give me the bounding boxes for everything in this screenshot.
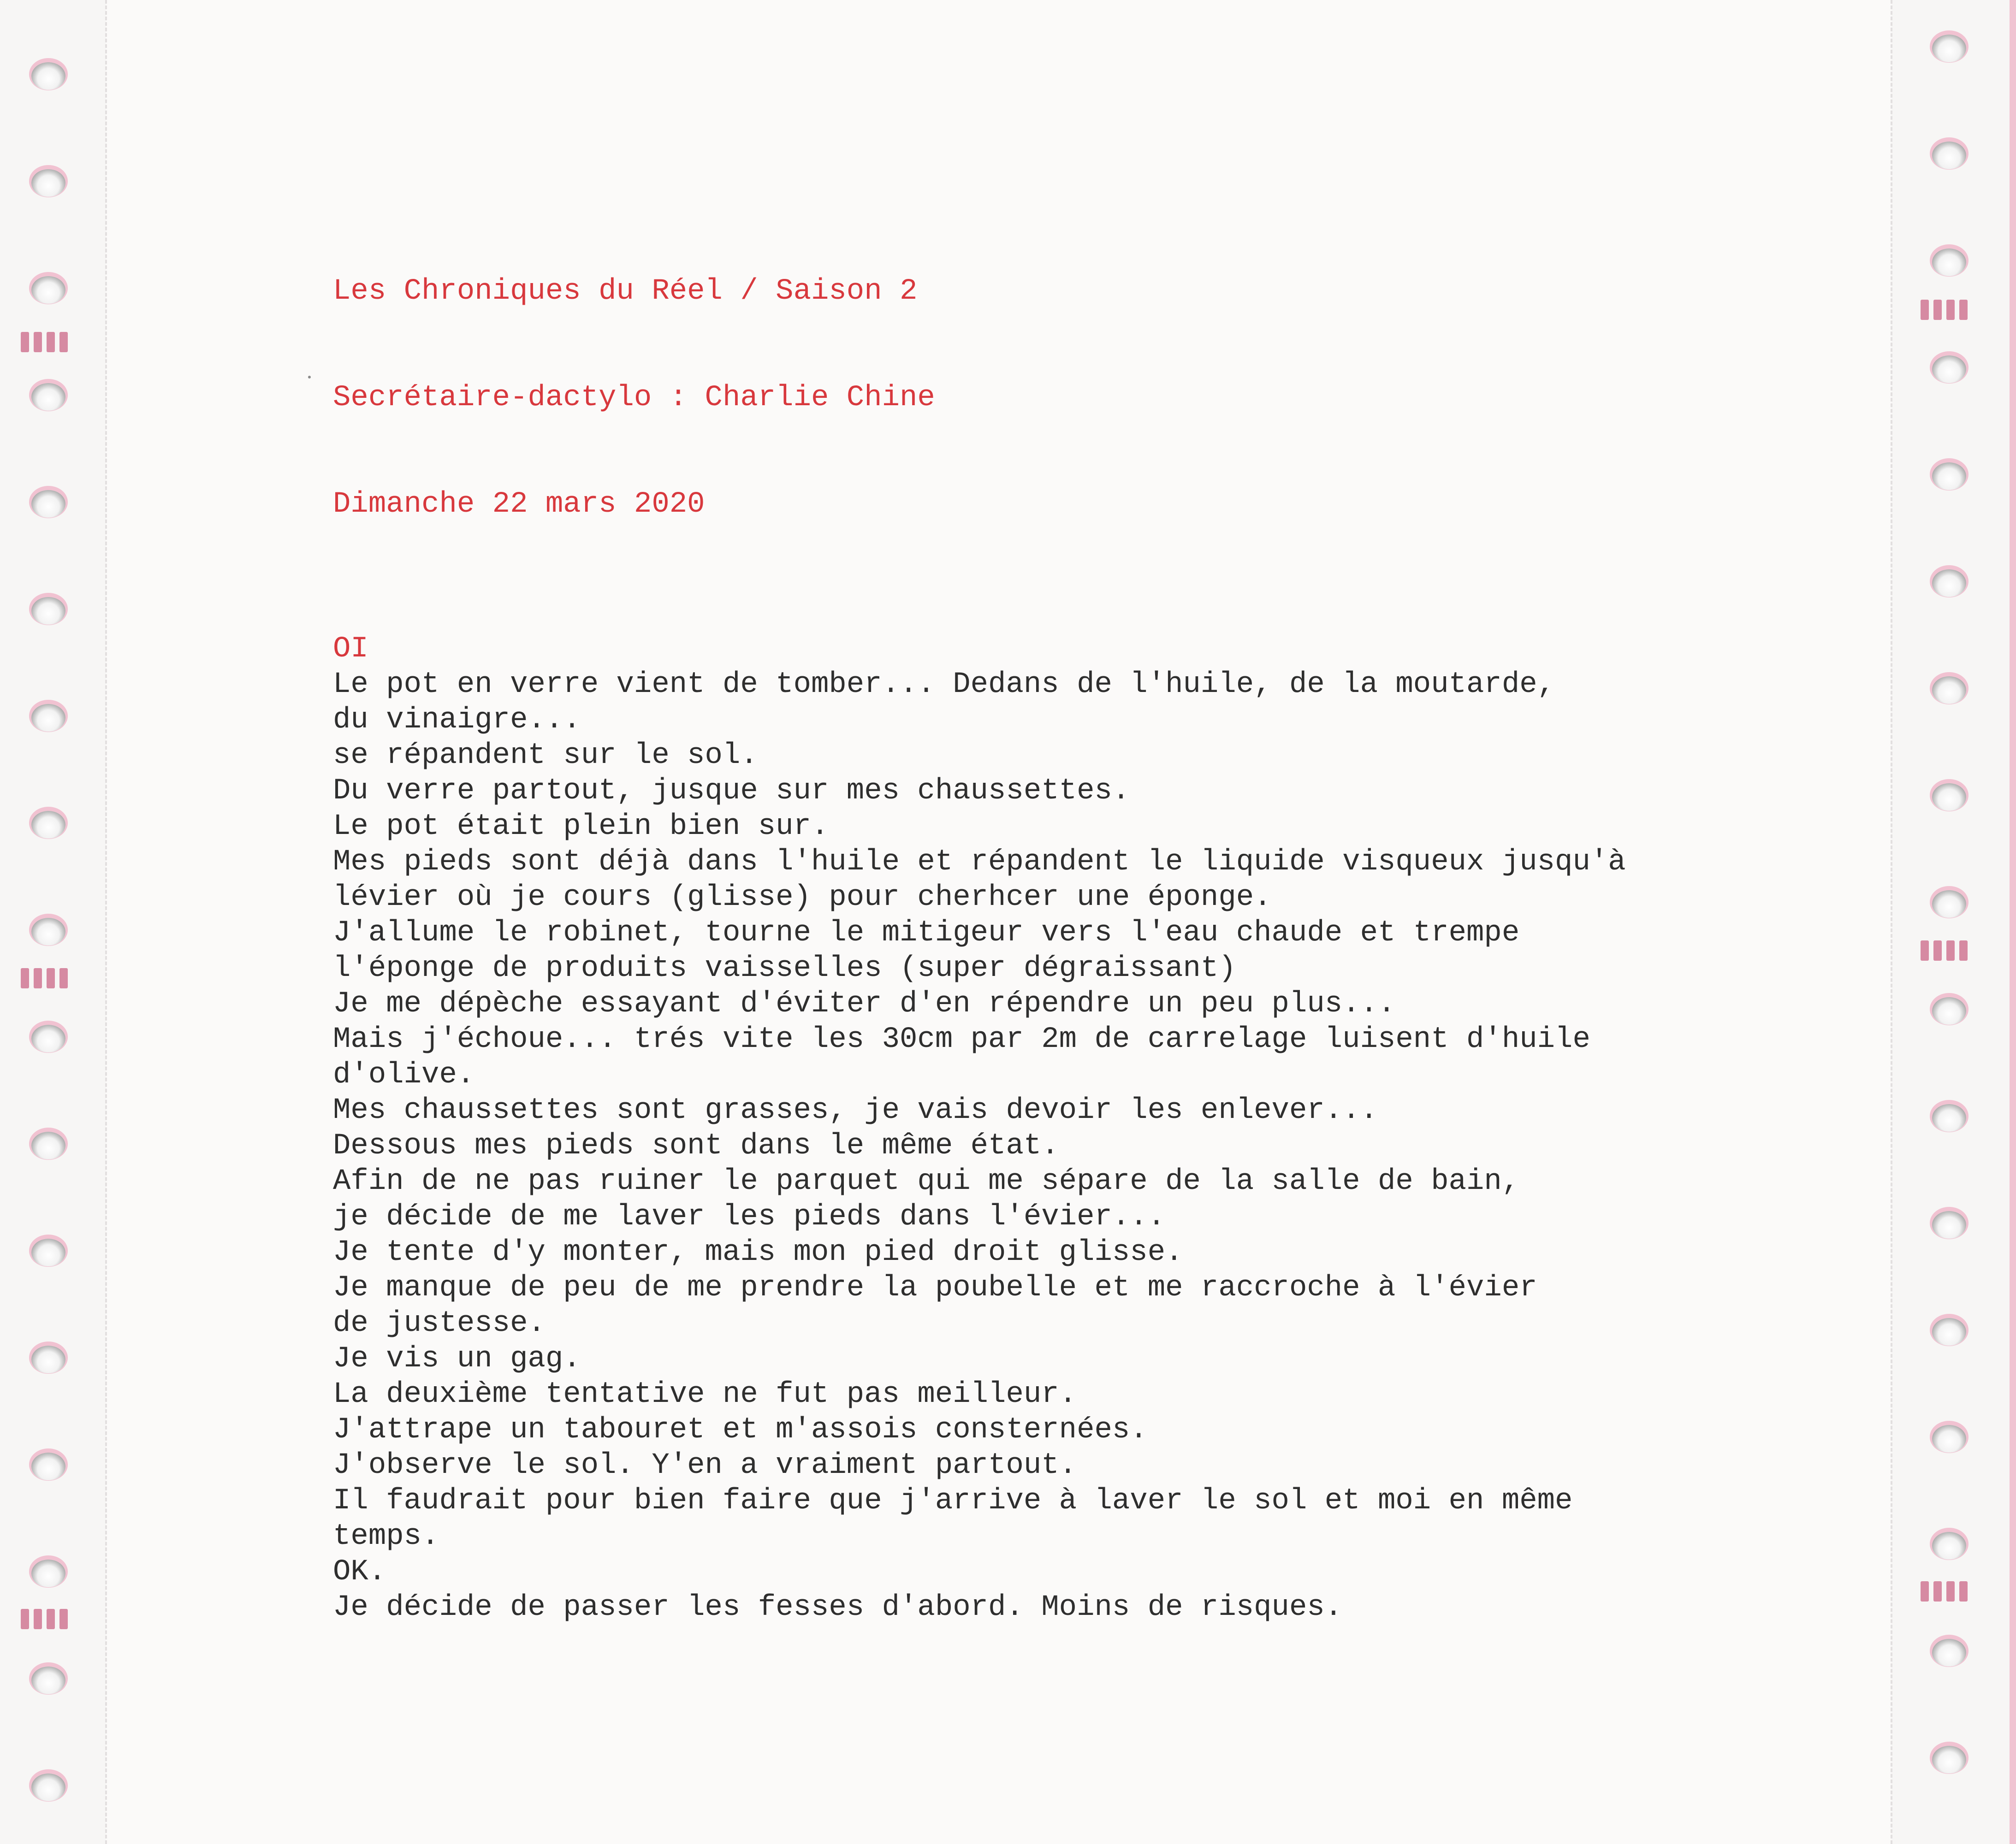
- sprocket-hole: [31, 1132, 65, 1159]
- right-tractor-strip: [1891, 0, 2016, 1844]
- sprocket-hole: [31, 383, 65, 411]
- body-line: Le pot en verre vient de tomber... Dedans de l'huile, de la moutarde,: [333, 668, 1555, 701]
- body-line: temps.: [333, 1520, 439, 1553]
- sprocket-hole: [1932, 248, 1966, 276]
- sprocket-hole: [1932, 890, 1966, 918]
- sprocket-hole: [31, 1239, 65, 1266]
- sprocket-hole: [31, 1773, 65, 1801]
- body-line: je décide de me laver les pieds dans l'évier...: [333, 1200, 1166, 1234]
- body-line: Il faudrait pour bien faire que j'arrive à laver le sol et moi en même: [333, 1484, 1573, 1518]
- body-line: Je tente d'y monter, mais mon pied droit glisse.: [333, 1236, 1183, 1269]
- body-line: Je me dépèche essayant d'éviter d'en répendre un peu plus...: [333, 987, 1396, 1021]
- body-line: Mais j'échoue... trés vite les 30cm par 2m de carrelage luisent d'huile: [333, 1023, 1590, 1056]
- header-date: Dimanche 22 mars 2020: [333, 488, 705, 521]
- sprocket-hole: [1932, 783, 1966, 811]
- perforation-mark: [1921, 300, 1980, 320]
- sprocket-hole: [1932, 355, 1966, 383]
- body-line: Je décide de passer les fesses d'abord. Moins de risques.: [333, 1591, 1343, 1624]
- perforation-mark: [21, 1609, 81, 1629]
- sprocket-hole: [31, 597, 65, 625]
- section-title: OI: [333, 632, 368, 666]
- body-line: Le pot était plein bien sur.: [333, 810, 829, 843]
- sprocket-hole: [1932, 1746, 1966, 1773]
- left-perforation-line: [105, 0, 107, 1844]
- body-line: OK.: [333, 1555, 386, 1589]
- body-line: Mes pieds sont déjà dans l'huile et répandent le liquide visqueux jusqu'à: [333, 845, 1626, 879]
- right-perforation-line: [1891, 0, 1892, 1844]
- body-line: Je vis un gag.: [333, 1342, 581, 1376]
- body-line: d'olive.: [333, 1058, 475, 1092]
- sprocket-hole: [31, 276, 65, 304]
- body-text: [333, 667, 1855, 1625]
- sprocket-hole: [31, 918, 65, 946]
- body-line: Du verre partout, jusque sur mes chaussettes.: [333, 774, 1130, 808]
- body-line: lévier où je cours (glisse) pour cherhcer une éponge.: [333, 881, 1272, 914]
- perforation-mark: [1921, 940, 1980, 961]
- body-line: se répandent sur le sol.: [333, 739, 758, 772]
- sprocket-hole: [1932, 1639, 1966, 1667]
- sprocket-hole: [31, 704, 65, 732]
- sprocket-hole: [31, 62, 65, 90]
- body-line: du vinaigre...: [333, 703, 581, 737]
- sprocket-hole: [1932, 997, 1966, 1025]
- sprocket-hole: [1932, 35, 1966, 62]
- sprocket-hole: [1932, 462, 1966, 490]
- sprocket-hole: [31, 490, 65, 518]
- perforation-mark: [21, 332, 81, 352]
- body-line: Dessous mes pieds sont dans le même état.: [333, 1129, 1059, 1163]
- sprocket-hole: [1932, 676, 1966, 704]
- sprocket-hole: [31, 811, 65, 839]
- sprocket-hole: [31, 1453, 65, 1480]
- pink-paper-edge: [2010, 0, 2016, 1844]
- body-line: Mes chaussettes sont grasses, je vais devoir les enlever...: [333, 1094, 1378, 1127]
- body-line: J'attrape un tabouret et m'assois consternées.: [333, 1413, 1148, 1447]
- sprocket-hole: [1932, 142, 1966, 169]
- body-line: de justesse.: [333, 1307, 546, 1340]
- body-line: J'allume le robinet, tourne le mitigeur vers l'eau chaude et trempe: [333, 916, 1520, 950]
- sprocket-hole: [31, 1667, 65, 1694]
- header-series-title: Les Chroniques du Réel / Saison 2: [333, 275, 918, 308]
- body-line: l'éponge de produits vaisselles (super dégraissant): [333, 952, 1236, 985]
- body-line: J'observe le sol. Y'en a vraiment partout.: [333, 1449, 1077, 1482]
- sprocket-hole: [1932, 1532, 1966, 1560]
- sprocket-hole: [1932, 1211, 1966, 1239]
- sprocket-hole: [1932, 1425, 1966, 1453]
- sprocket-hole: [1932, 1318, 1966, 1346]
- perforation-mark: [21, 968, 81, 988]
- sprocket-hole: [1932, 1104, 1966, 1132]
- sprocket-hole: [31, 1025, 65, 1052]
- perforation-mark: [1921, 1581, 1980, 1602]
- body-line: Je manque de peu de me prendre la poubelle et me raccroche à l'évier: [333, 1271, 1537, 1305]
- sprocket-hole: [1932, 569, 1966, 597]
- sprocket-hole: [31, 169, 65, 197]
- ink-speck: [308, 376, 311, 378]
- body-line: La deuxième tentative ne fut pas meilleur.: [333, 1378, 1077, 1411]
- document-header: [333, 203, 935, 593]
- header-author: Secrétaire-dactylo : Charlie Chine: [333, 381, 935, 414]
- sprocket-hole: [31, 1560, 65, 1587]
- body-line: Afin de ne pas ruiner le parquet qui me sépare de la salle de bain,: [333, 1165, 1520, 1198]
- sprocket-hole: [31, 1346, 65, 1373]
